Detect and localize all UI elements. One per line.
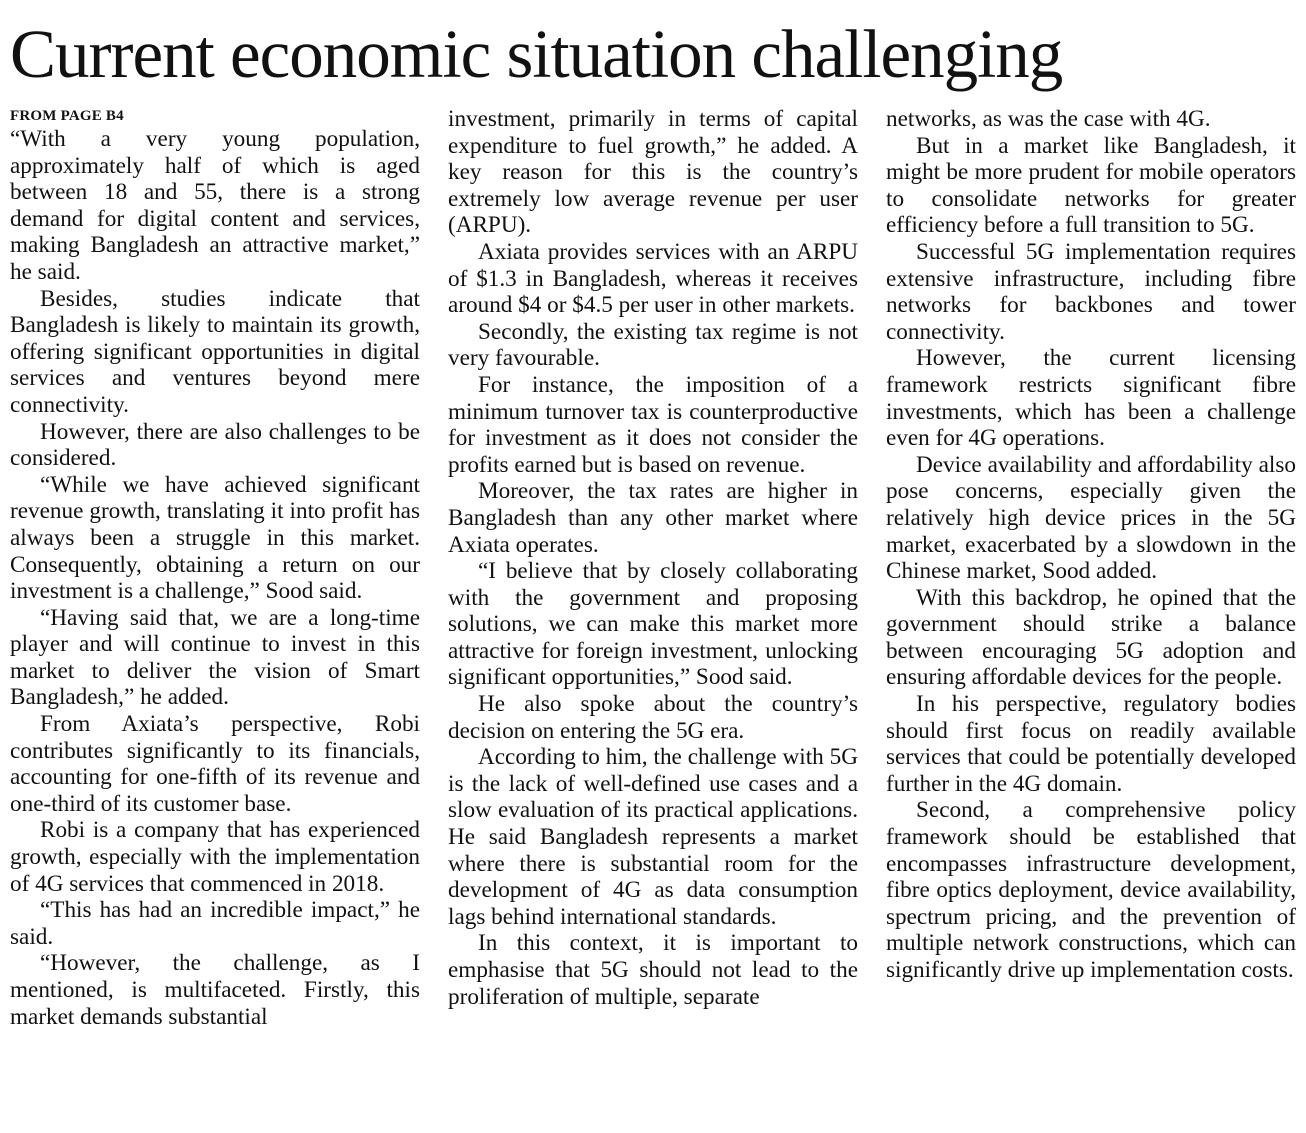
paragraph: Device availability and affordability also pose concerns, especially given the relatively high device prices in the 5G market, exacerbated by a slowdown in the Chinese market, Sood added. [886, 451, 1296, 585]
paragraph: Secondly, the existing tax regime is not very favourable. [448, 318, 858, 372]
paragraph: Successful 5G implementation requires extensive infrastructure, including fibre networks for backbones and tower connectivity. [886, 238, 1296, 345]
article-column-3 [886, 106, 1296, 984]
paragraph: From Axiata’s perspective, Robi contributes significantly to its financials, accounting for one-fifth of its revenue and one-third of its customer base. [10, 711, 420, 817]
paragraph: networks, as was the case with 4G. [886, 106, 1211, 132]
paragraph: investment, primarily in terms of capital expenditure to fuel growth,” he added. A key reason for this is the country’s extremely low average revenue per user (ARPU). [448, 106, 858, 239]
paragraph: However, the current licensing framework restricts significant fibre investments, which has been a challenge even for 4G operations. [886, 345, 1296, 452]
article-column-1 [10, 106, 420, 1030]
headline: Current economic situation challenging [10, 16, 1063, 92]
paragraph: “While we have achieved significant revenue growth, translating it into profit has always been a struggle in this market. Consequently, obtaining a return on our investment is a challenge,” Sood said. [10, 471, 420, 605]
paragraph: “However, the challenge, as I mentioned, is multifaceted. Firstly, this market demands substantial [10, 950, 420, 1030]
paragraph: With this backdrop, he opined that the government should strike a balance between encouraging 5G adoption and ensuring affordable devices for the people. [886, 584, 1296, 691]
paragraph: However, there are also challenges to be considered. [10, 418, 420, 472]
page-reference-kicker: FROM PAGE B4 [10, 108, 124, 124]
paragraph: According to him, the challenge with 5G is the lack of well-defined use cases and a slow evaluation of its practical applications. He said Bangladesh represents a market where there is substantial room for the development of 4G as data consumption lags behind international standards. [448, 744, 858, 930]
paragraph: “With a very young population, approximately half of which is aged between 18 and 55, there is a strong demand for digital content and services, making Bangladesh an attractive market,” he said. [10, 126, 420, 285]
paragraph: In this context, it is important to emphasise that 5G should not lead to the proliferation of multiple, separate [448, 930, 858, 1010]
paragraph: He also spoke about the country’s decision on entering the 5G era. [448, 691, 858, 744]
paragraph: Moreover, the tax rates are higher in Bangladesh than any other market where Axiata operates. [448, 478, 858, 558]
paragraph: Axiata provides services with an ARPU of $1.3 in Bangladesh, whereas it receives around $4 or $4.5 per user in other markets. [448, 238, 858, 319]
paragraph: For instance, the imposition of a minimum turnover tax is counterproductive for investment as it does not consider the profits earned but is based on revenue. [448, 371, 858, 478]
article-column-2 [448, 106, 858, 1010]
paragraph: “I believe that by closely collaborating with the government and proposing solutions, we can make this market more attractive for foreign investment, unlocking significant opportunities,” Sood said. [448, 558, 858, 691]
paragraph: Robi is a company that has experienced growth, especially with the implementation of 4G services that commenced in 2018. [10, 817, 420, 897]
paragraph: But in a market like Bangladesh, it might be more prudent for mobile operators to consolidate networks for greater efficiency before a full transition to 5G. [886, 132, 1296, 239]
paragraph: Second, a comprehensive policy framework should be established that encompasses infrastructure development, fibre optics deployment, device availability, spectrum pricing, and the prevention of multiple network constructions, which can significantly drive up implementation costs. [886, 797, 1296, 983]
paragraph: Besides, studies indicate that Bangladesh is likely to maintain its growth, offering significant opportunities in digital services and ventures beyond mere connectivity. [10, 285, 420, 418]
paragraph: “This has had an incredible impact,” he said. [10, 897, 420, 950]
paragraph: “Having said that, we are a long-time player and will continue to invest in this market to deliver the vision of Smart Bangladesh,” he added. [10, 604, 420, 711]
paragraph: In his perspective, regulatory bodies should first focus on readily available services that could be potentially developed further in the 4G domain. [886, 691, 1296, 797]
